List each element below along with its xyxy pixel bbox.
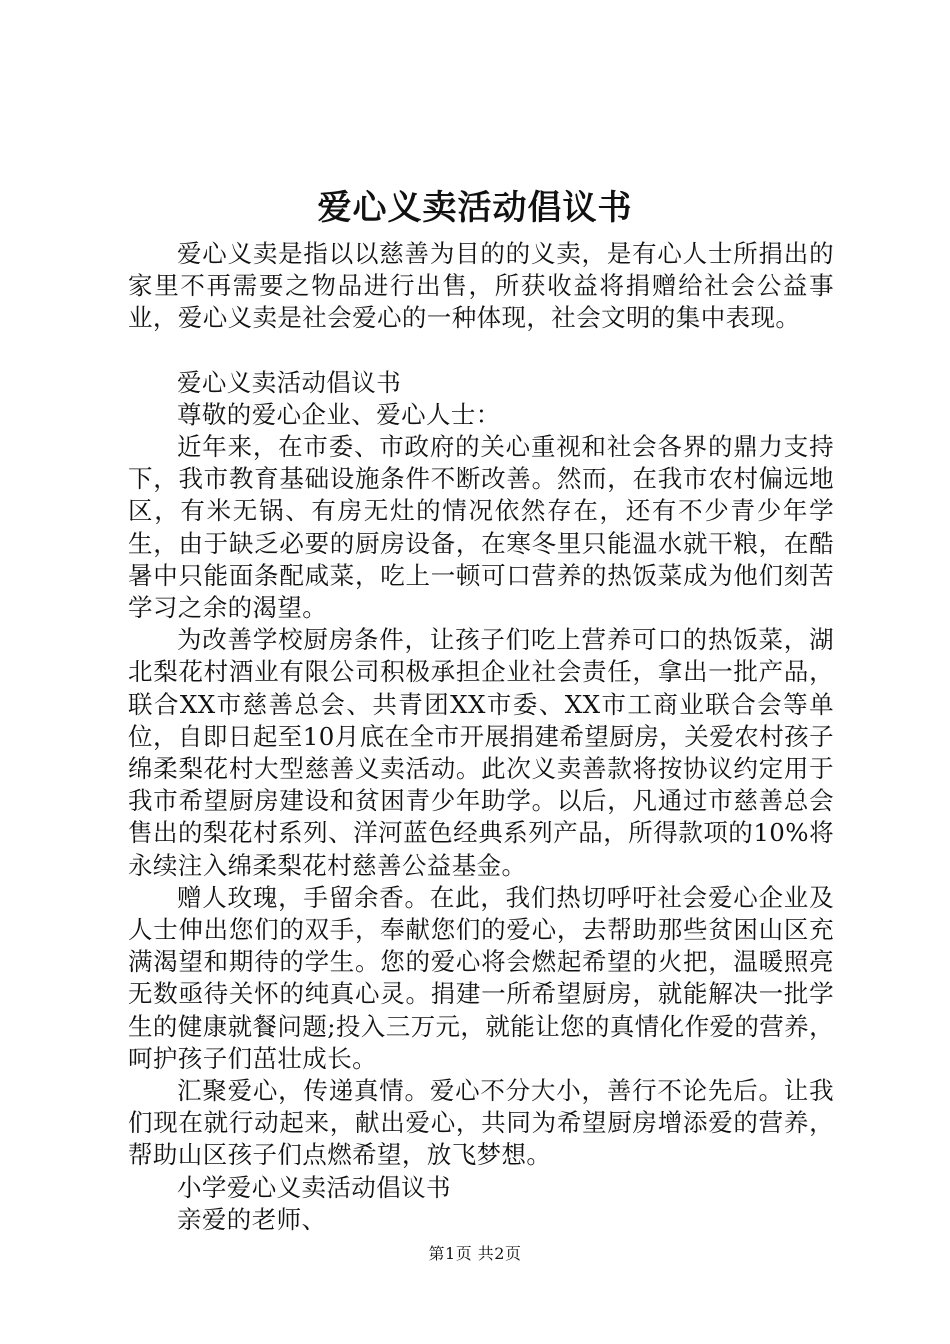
salutation: 尊敬的爱心企业、爱心人士： (177, 399, 501, 429)
section-heading: 爱心义卖活动倡议书 (177, 367, 402, 397)
body-paragraph: 为改善学校厨房条件，让孩子们吃上营养可口的热饭菜，湖北梨花村酒业有限公司积极承担企业社会责任，拿出一批产品，联合XX市慈善总会、共青团XX市委、XX市工商业联合会等单位，自即日起至10月底在全市开展捐建希望厨房，关爱农村孩子绵柔梨花村大型慈善义卖活动。此次义卖善款将按协议约定用于我市希望厨房建设和贫困青少年助学。以后，凡通过市慈善总会售出的梨花村系列、洋河蓝色经典系列产品，所得款项的10%将永续注入绵柔梨花村慈善公益基金。 (128, 625, 834, 880)
salutation: 亲爱的老师、 (177, 1204, 327, 1234)
document-title: 爱心义卖活动倡议书 (317, 188, 633, 228)
body-paragraph: 赠人玫瑰，手留余香。在此，我们热切呼吁社会爱心企业及人士伸出您们的双手，奉献您们的爱心，去帮助那些贫困山区充满渴望和期待的学生。您的爱心将会燃起希望的火把，温暖照亮无数亟待关怀的纯真心灵。捐建一所希望厨房，就能解决一批学生的健康就餐问题;投入三万元，就能让您的真情化作爱的营养，呵护孩子们茁壮成长。 (128, 882, 834, 1073)
page-number: 第1页 共2页 (428, 1244, 522, 1263)
body-paragraph: 汇聚爱心，传递真情。爱心不分大小，善行不论先后。让我们现在就行动起来，献出爱心，共同为希望厨房增添爱的营养，帮助山区孩子们点燃希望，放飞梦想。 (128, 1076, 834, 1170)
section-heading: 小学爱心义卖活动倡议书 (177, 1172, 451, 1202)
body-paragraph: 近年来，在市委、市政府的关心重视和社会各界的鼎力支持下，我市教育基础设施条件不断改善。然而，在我市农村偏远地区，有米无锅、有房无灶的情况依然存在，还有不少青少年学生，由于缺乏必要的厨房设备，在寒冬里只能温水就干粮，在酷暑中只能面条配咸菜，吃上一顿可口营养的热饭菜成为他们刻苦学习之余的渴望。 (128, 432, 834, 623)
document-body (128, 238, 834, 1236)
intro-paragraph: 爱心义卖是指以以慈善为目的的义卖，是有心人士所捐出的家里不再需要之物品进行出售，所获收益将捐赠给社会公益事业，爱心义卖是社会爱心的一种体现，社会文明的集中表现。 (128, 239, 834, 333)
